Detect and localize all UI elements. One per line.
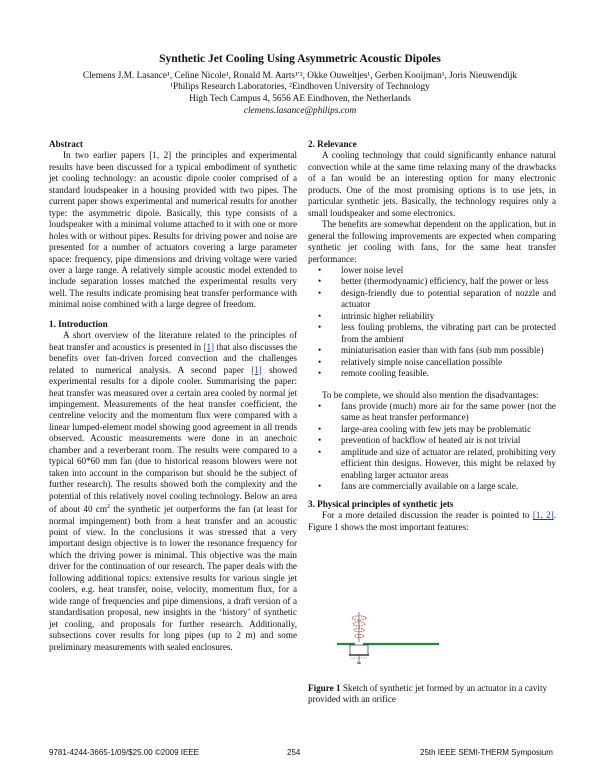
relevance-heading: 2. Relevance — [308, 139, 357, 149]
paper-title: Synthetic Jet Cooling Using Asymmetric Acoustic Dipoles — [159, 53, 441, 65]
abstract-text: In two earlier papers [1, 2] the principles and experimental results have been discussed for a typical embodiment of synthetic jet cooling technology: an acoustic dipole cooler comprised of a standard loudspeaker in a housing provided with two pipes. The current paper shows experimental and numerical results for another type: the asymmetric dipole. Basically, this type consists of a loudspeaker with a minimal volume attached to it with one or more holes with or without pipes. Results for driving power and noise are presented for a number of actuators covering a large parameter space: frequency, pipe dimensions and driving voltage were varied over a large range. A relatively simple acoustic model extended to include separation losses matched the experimental results very well. The results indicate promising heat transfer performance with minimal noise combined with a large degree of freedom. — [49, 150, 297, 310]
footer-isbn: 9781-4244-3665-1/09/$25.00 ©2009 IEEE — [49, 748, 200, 757]
list-item: • prevention of backflow of heated air is not trivial — [318, 435, 521, 446]
list-item: • relatively simple noise cancellation possible — [318, 356, 503, 367]
disadvantages-intro: To be complete, we should also mention the disadvantages: — [322, 389, 539, 400]
author-list: Clemens J.M. Lasance¹, Celine Nicole¹, Ronald M. Aarts¹ʹ², Okke Ouweltjes¹, Gerben Kooijman¹, Joris Nieuwendijk — [82, 71, 518, 81]
abstract-heading: Abstract — [49, 139, 83, 149]
physical-text: For a more detailed discussion the reader is pointed to [1, 2]. Figure 1 shows the most important features: — [308, 510, 557, 532]
list-item: • lower noise level — [318, 264, 404, 275]
footer-symposium: 25th IEEE SEMI-THERM Symposium — [420, 748, 553, 757]
figure-caption: Figure 1 Sketch of synthetic jet formed by an actuator in a cavity provided with an orifice — [308, 683, 548, 705]
intro-part-1: A short overview of the literature related to the principles of heat transfer and acoustics is presented in — [49, 330, 297, 352]
right-column — [308, 139, 556, 533]
disadvantages-list — [308, 401, 556, 493]
list-item: • design-friendly due to potential separation of nozzle and actuator — [318, 287, 556, 310]
intro-part-3: showed experimental results for a dipole cooler. Summarising the paper: heat transfer was measured over a certain area cooled by normal jet impingement. Measurements of the heat transfer coefficient, the centreline velocity and the momentum flux were compared with a linear lumped-element model showing good agreement in all trends observed. Acoustic measurements were done in an anechoic chamber and a reverberant room. The results were compared to a typical 60*60 mm fan (due to historical reasons blowers were not taken into account in the comparison but should be the subject of further research). The results showed both the complexity and the potential of this relatively novel cooling technology. Below an area of about 40 cm — [49, 364, 298, 515]
intro-text — [49, 330, 297, 653]
ref-1-link-2[interactable]: [1] — [251, 364, 262, 375]
list-item: • amplitude and size of actuator are related, prohibiting very efficient thin designs. However, this might be relaxed by enabling larger actuator areas — [318, 446, 556, 480]
affiliation: ¹Philips Research Laboratories, ²Eindhoven University of Technology — [170, 82, 430, 92]
physical-principles-heading: 3. Physical principles of synthetic jets — [308, 498, 454, 509]
superscript: 2 — [106, 504, 110, 511]
list-item: • fans are commercially available on a large scale. — [318, 481, 519, 492]
email: clemens.lasance@philips.com — [243, 106, 357, 116]
page-number: 254 — [287, 748, 301, 757]
intro-part-4: the synthetic jet outperforms the fan (at least for normal impingement) both from a heat transfer and an acoustic point of view. In the conclusions it was stressed that a very important design objective is to lower the resonance frequency for which the driving power is minimal. This objective was the main driver for the continuation of our research. The paper deals with the following additional topics: extensive results for various single jet coolers, e.g. heat transfer, noise, velocity, momentum flux, for a wide range of frequencies and pipe dimensions, a draft version of a standardisation proposal, new insights in the ‘history’ of synthetic jet cooling, and proposals for further research. Additionally, subsections cover results for long pipes (up to 2 m) and some preliminary measurements with sealed enclosures. — [49, 504, 297, 652]
left-column — [49, 139, 297, 653]
figure-caption-label: Figure 1 — [308, 683, 341, 693]
list-item: • better (thermodynamic) efficiency, half the power or less — [318, 276, 549, 287]
list-item: • remote cooling feasible. — [318, 368, 429, 379]
ref-1-2-link[interactable]: [1, 2] — [532, 510, 554, 521]
list-item: • large-area cooling with few jets may be problematic — [318, 423, 532, 434]
list-item: • intrinsic higher reliability — [318, 310, 435, 321]
relevance-text-1: A cooling technology that could significantly enhance natural convection while at the same time relaxing many of the drawbacks of a fan would be an interesting option for many electronic products. One of the most promising options is to use jets, in particular synthetic jets. Basically, the technology requires only a small loudspeaker and some electronics. — [308, 150, 556, 218]
intro-heading: 1. Introduction — [49, 318, 108, 329]
relevance-text-2: The benefits are somewhat dependent on the application, but in general the following improvements are expected when comparing synthetic jet cooling with fans, for the same heat transfer performance: — [308, 219, 556, 264]
list-item: • miniaturisation easier than with fans (sub mm possible) — [318, 345, 544, 356]
address: High Tech Campus 4, 5656 AE Eindhoven, the Netherlands — [189, 94, 411, 104]
synthetic-jet-sketch — [335, 608, 455, 668]
ref-1-link[interactable]: [1] — [203, 341, 215, 352]
list-item: • fans provide (much) more air for the same power (not the same as heat transfer performance) — [318, 400, 556, 423]
benefits-list — [308, 265, 556, 380]
intro-part-2: that also discusses the benefits over fan-driven forced convection and the challenges related to numerical analysis. A second paper — [49, 341, 298, 375]
list-item: • less fouling problems, the vibrating part can be protected from the ambient — [318, 322, 556, 344]
